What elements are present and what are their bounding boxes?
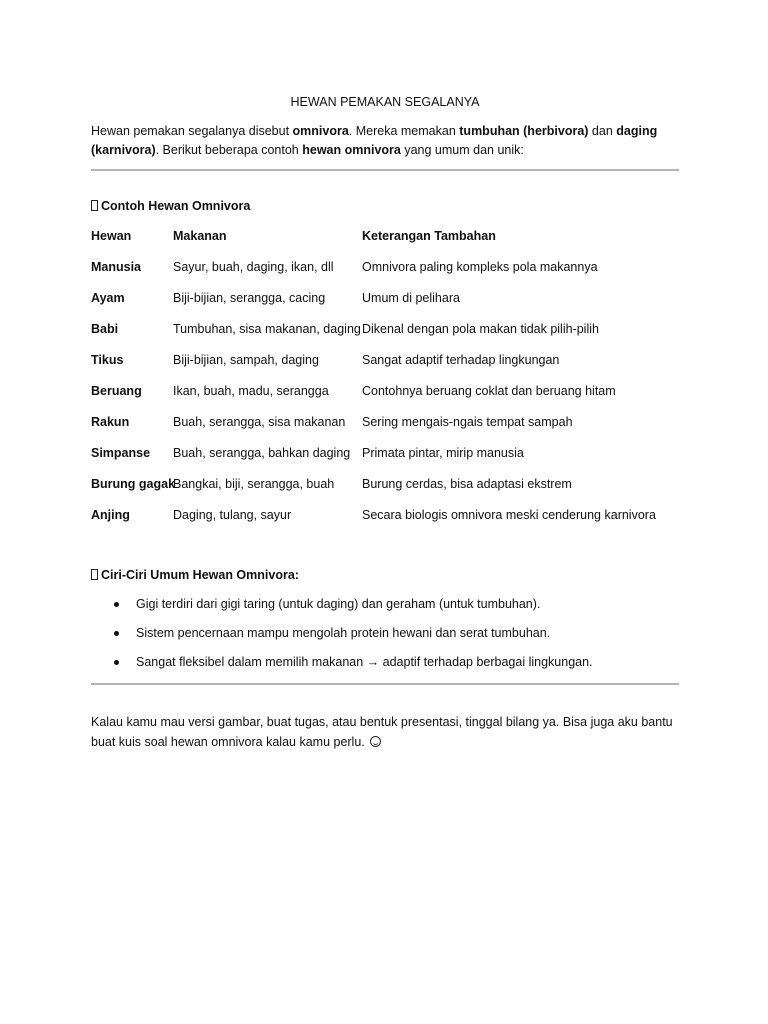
list-item-text: Sangat fleksibel dalam memilih makanan → adaptif terhadap berbagai lingkungan.: [136, 655, 593, 669]
animal-food: Biji-bijian, sampah, daging: [173, 353, 319, 367]
column-header-food: Makanan: [173, 229, 227, 243]
animal-food: Ikan, buah, madu, serangga: [173, 384, 329, 398]
table-row: [91, 353, 679, 384]
table-row: [91, 384, 679, 415]
traits-heading: [91, 568, 299, 582]
list-item: [91, 626, 679, 655]
examples-heading: [91, 199, 250, 213]
animal-food: Daging, tulang, sayur: [173, 508, 292, 522]
animal-name: Babi: [91, 322, 119, 336]
closing-line: Kalau kamu mau versi gambar, buat tugas, atau bentuk presentasi, tinggal bilang ya. Bisa juga aku bantu: [91, 715, 673, 729]
animal-note: Dikenal dengan pola makan tidak pilih-pilih: [362, 322, 599, 336]
animal-food: Buah, serangga, sisa makanan: [173, 415, 346, 429]
animal-name: Anjing: [91, 508, 130, 522]
intro-text: Hewan pemakan segalanya disebut: [91, 124, 293, 138]
animal-food: Sayur, buah, daging, ikan, dll: [173, 260, 334, 274]
list-item-text: Sistem pencernaan mampu mengolah protein hewani dan serat tumbuhan.: [136, 626, 551, 640]
intro-text: dan: [588, 124, 617, 138]
animal-note: Contohnya beruang coklat dan beruang hitam: [362, 384, 616, 398]
list-item: [91, 655, 679, 684]
animal-food: Biji-bijian, serangga, cacing: [173, 291, 326, 305]
horizontal-divider: [91, 169, 679, 171]
closing-paragraph: [91, 712, 679, 752]
intro-bold-term: hewan omnivora: [302, 143, 401, 157]
table-row: [91, 291, 679, 322]
table-row: [91, 415, 679, 446]
animal-note: Secara biologis omnivora meski cenderung karnivora: [362, 508, 656, 522]
intro-bold-term: omnivora: [292, 124, 349, 138]
intro-text: . Berikut beberapa contoh: [155, 143, 303, 157]
page-title: HEWAN PEMAKAN SEGALANYA: [290, 95, 480, 109]
traits-list: [91, 597, 679, 684]
animal-name: Tikus: [91, 353, 124, 367]
animal-food: Bangkai, biji, serangga, buah: [173, 477, 335, 491]
intro-text: . Mereka memakan: [348, 124, 460, 138]
column-header-note: Keterangan Tambahan: [362, 229, 496, 243]
animal-note: Burung cerdas, bisa adaptasi ekstrem: [362, 477, 572, 491]
column-header-animal: Hewan: [91, 229, 132, 243]
animal-name: Beruang: [91, 384, 142, 398]
animal-food: Tumbuhan, sisa makanan, daging: [173, 322, 361, 336]
list-item-text: Gigi terdiri dari gigi taring (untuk daging) dan geraham (untuk tumbuhan).: [136, 597, 541, 611]
bullet-icon: [114, 602, 119, 607]
animal-name: Manusia: [91, 260, 142, 274]
closing-line: buat kuis soal hewan omnivora kalau kamu perlu.: [91, 735, 365, 749]
animal-note: Primata pintar, mirip manusia: [362, 446, 524, 460]
animal-note: Umum di pelihara: [362, 291, 460, 305]
bullet-icon: [114, 660, 119, 665]
horizontal-divider: [91, 683, 679, 685]
box-icon: [91, 569, 98, 580]
bullet-icon: [114, 631, 119, 636]
animal-note: Omnivora paling kompleks pola makannya: [362, 260, 598, 274]
table-header-row: [91, 229, 679, 260]
examples-heading-text: Contoh Hewan Omnivora: [101, 199, 251, 213]
intro-bold-term: tumbuhan (herbivora): [459, 124, 589, 138]
animal-note: Sangat adaptif terhadap lingkungan: [362, 353, 560, 367]
table-row: [91, 508, 679, 539]
animal-note: Sering mengais-ngais tempat sampah: [362, 415, 573, 429]
animal-name: Simpanse: [91, 446, 151, 460]
animal-name: Ayam: [91, 291, 125, 305]
table-row: [91, 477, 679, 508]
box-icon: [91, 200, 98, 211]
animal-food: Buah, serangga, bahkan daging: [173, 446, 351, 460]
table-row: [91, 322, 679, 353]
traits-heading-text: Ciri-Ciri Umum Hewan Omnivora:: [101, 568, 299, 582]
smiley-icon: [370, 736, 381, 747]
list-item: [91, 597, 679, 626]
animal-name: Burung gagak: [91, 477, 176, 491]
omnivore-table: [91, 229, 679, 539]
table-row: [91, 446, 679, 477]
table-row: [91, 260, 679, 291]
animal-name: Rakun: [91, 415, 130, 429]
intro-bold-term: daging (karnivora): [91, 124, 658, 157]
intro-paragraph: [91, 122, 679, 160]
intro-text: yang umum dan unik:: [400, 143, 524, 157]
